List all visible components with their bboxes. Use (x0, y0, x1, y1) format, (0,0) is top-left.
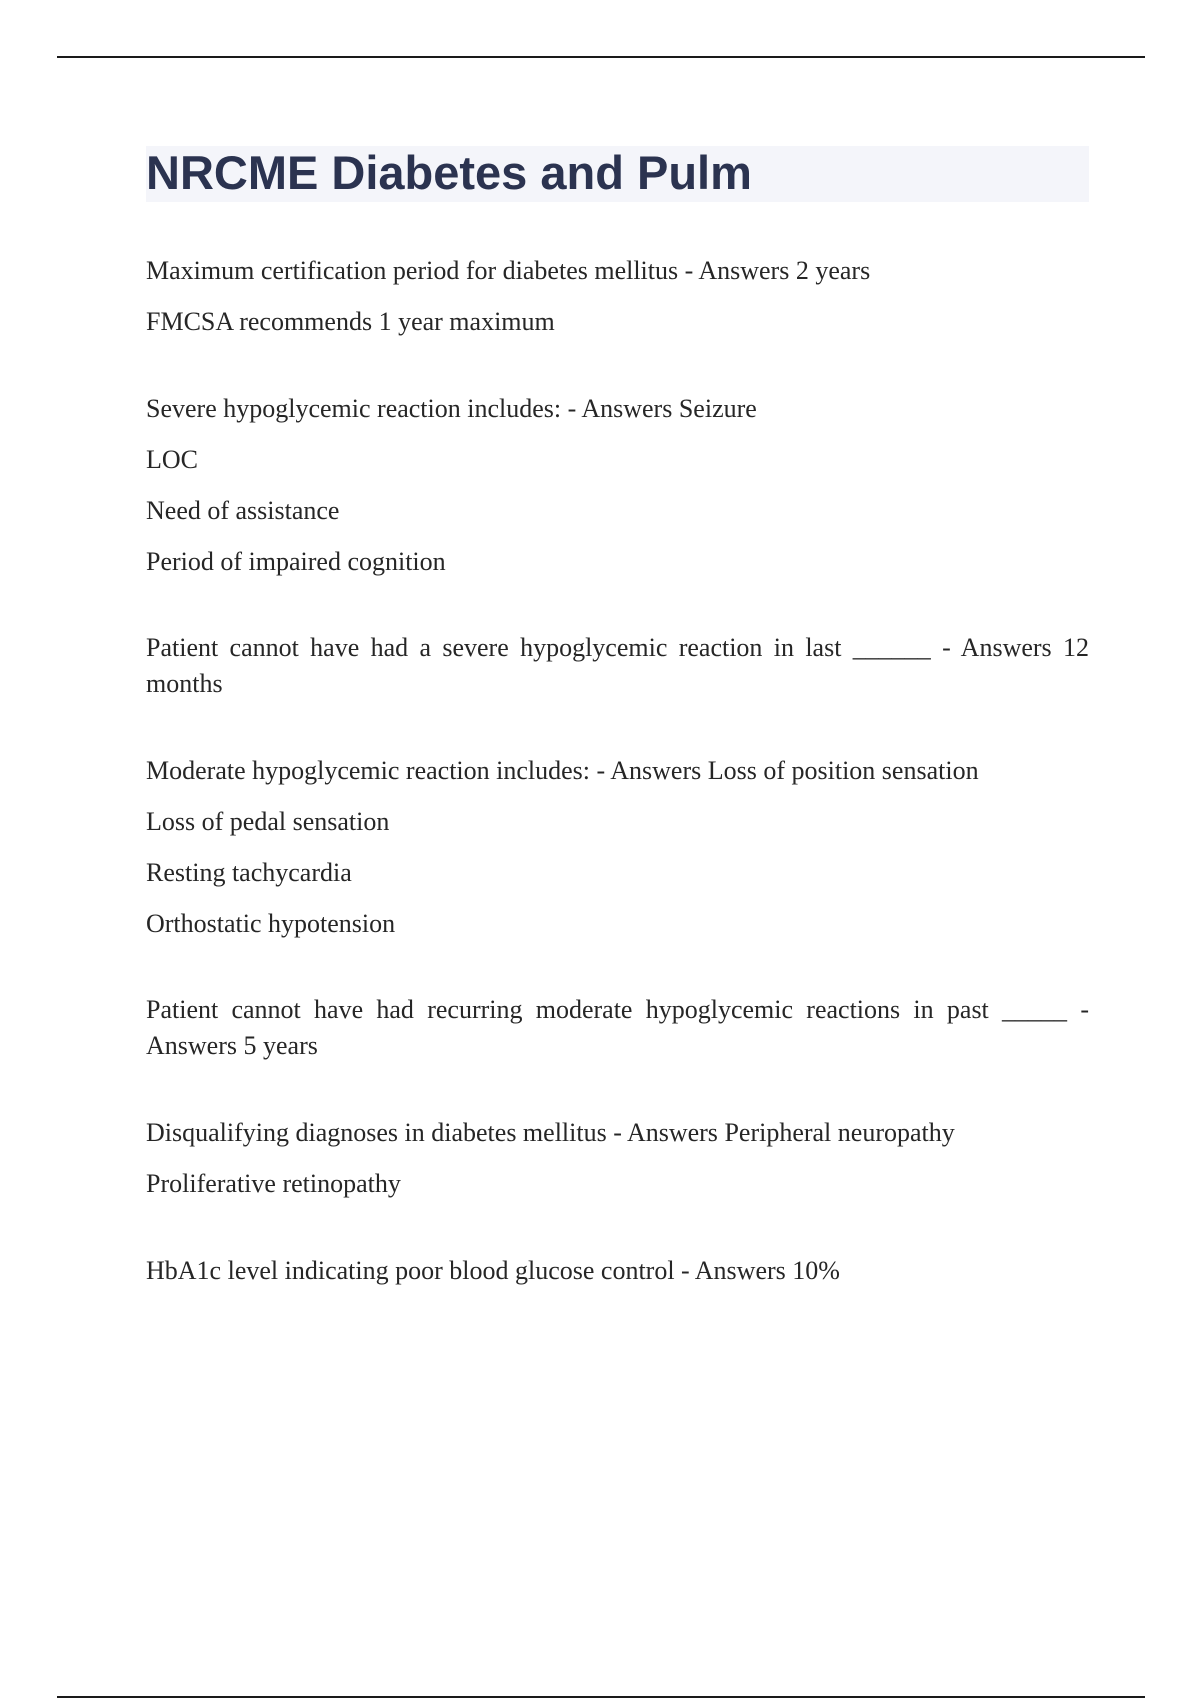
question-text: Moderate hypoglycemic reaction includes: (146, 756, 591, 785)
qa-item (146, 252, 1089, 340)
question-text: HbA1c level indicating poor blood glucose control (146, 1256, 675, 1285)
answer-line: Resting tachycardia (146, 858, 352, 887)
question-text: Patient cannot have had a severe hypoglycemic reaction in last ______ (146, 633, 931, 662)
question-text: Maximum certification period for diabetes mellitus (146, 256, 679, 285)
qa-question-line: Moderate hypoglycemic reaction includes: - Answers Loss of position sensation (146, 756, 979, 785)
answer-text: 10% (792, 1256, 840, 1285)
answer-text: Seizure (678, 394, 757, 423)
answer-line: Need of assistance (146, 496, 340, 525)
qa-question-line: Severe hypoglycemic reaction includes: - Answers Seizure (146, 394, 757, 423)
qa-item (146, 1114, 1089, 1202)
bottom-divider (57, 1696, 1145, 1698)
answer-text: 12 months (146, 633, 1089, 698)
answer-line: LOC (146, 445, 198, 474)
document-title: NRCME Diabetes and Pulm (146, 146, 752, 199)
question-text: Severe hypoglycemic reaction includes: (146, 394, 562, 423)
qa-item (146, 752, 1089, 942)
qa-item (146, 992, 1089, 1064)
qa-question-line: Patient cannot have had a severe hypoglycemic reaction in last ______ - Answers 12 months (146, 633, 1089, 698)
top-divider (57, 56, 1145, 58)
qa-item (146, 1252, 1089, 1289)
qa-item (146, 390, 1089, 580)
qa-list (146, 252, 1089, 1339)
answer-text: 2 years (795, 256, 871, 285)
question-text: Patient cannot have had recurring moderate hypoglycemic reactions in past _____ (146, 995, 1068, 1024)
qa-item (146, 630, 1089, 702)
answer-text: 5 years (243, 1031, 318, 1060)
answer-line: FMCSA recommends 1 year maximum (146, 307, 555, 336)
qa-question-line: Disqualifying diagnoses in diabetes mellitus - Answers Peripheral neuropathy (146, 1118, 955, 1147)
answer-line: Orthostatic hypotension (146, 909, 396, 938)
qa-question-line: Patient cannot have had recurring moderate hypoglycemic reactions in past _____ - Answers 5 years (146, 995, 1089, 1060)
answer-line: Proliferative retinopathy (146, 1169, 401, 1198)
answer-text: Loss of position sensation (707, 756, 979, 785)
qa-question-line: HbA1c level indicating poor blood glucose control - Answers 10% (146, 1256, 840, 1285)
answer-line: Period of impaired cognition (146, 547, 446, 576)
answer-line: Loss of pedal sensation (146, 807, 390, 836)
question-text: Disqualifying diagnoses in diabetes mellitus (146, 1118, 607, 1147)
qa-question-line: Maximum certification period for diabetes mellitus - Answers 2 years (146, 256, 871, 285)
answer-text: Peripheral neuropathy (724, 1118, 955, 1147)
